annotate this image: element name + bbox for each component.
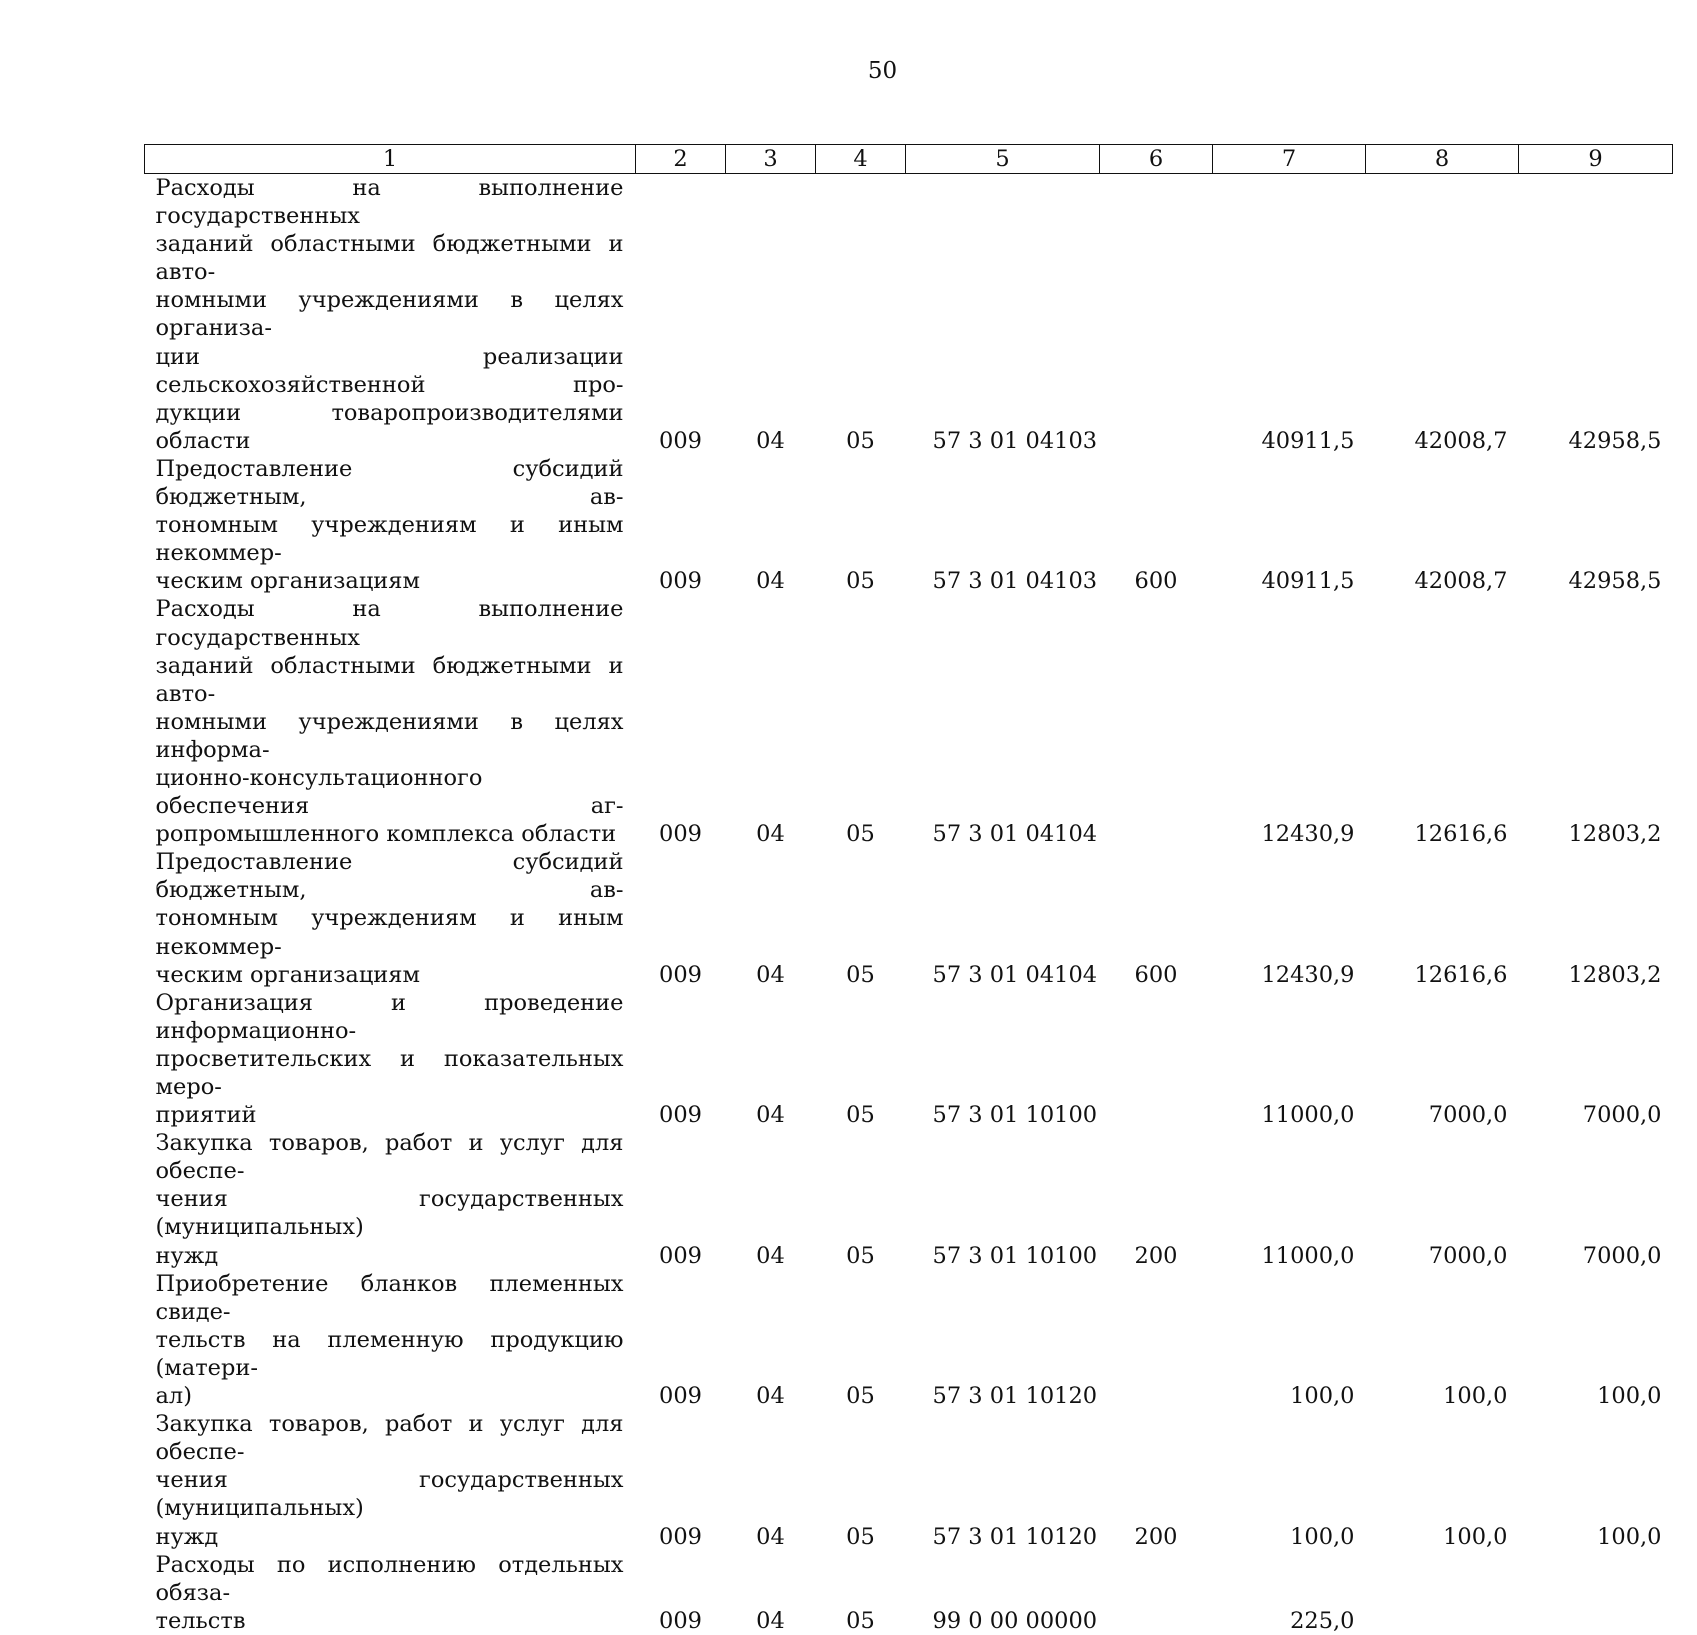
table-row: [145, 1129, 1673, 1269]
row-description: [145, 1270, 636, 1410]
row-description: [145, 848, 636, 988]
target-article-cell: 57 3 01 10120: [932, 1383, 1098, 1410]
expense-type-cell: [1100, 1551, 1213, 1635]
amount-year2-cell: 12616,6: [1414, 961, 1508, 988]
amount-year2-cell: 7000,0: [1428, 1242, 1508, 1269]
target-article-cell: 57 3 01 10100: [932, 1242, 1098, 1269]
amount-year3-cell: [1519, 1551, 1673, 1635]
expense-type-cell: [1100, 174, 1213, 455]
description-line: ал): [155, 1383, 192, 1410]
ministry-code-cell: 009: [659, 427, 702, 454]
description-line: Приобретение бланков племенных свиде-: [155, 1270, 624, 1325]
section-code-cell: 04: [756, 568, 785, 595]
amount-year3-cell: 100,0: [1597, 1523, 1662, 1550]
subsection-code-cell: 05: [846, 427, 875, 454]
section-code-cell: 04: [756, 1523, 785, 1550]
table-row: [145, 1551, 1673, 1635]
ministry-code-cell: 009: [659, 1102, 702, 1129]
column-header: 6: [1100, 145, 1213, 174]
description-line: ческим организациям: [155, 568, 420, 595]
amount-year1-cell: 40911,5: [1261, 427, 1355, 454]
target-article-cell: 57 3 01 04103: [932, 568, 1098, 595]
ministry-code-cell: 009: [659, 821, 702, 848]
amount-year3-cell: 42958,5: [1568, 427, 1662, 454]
amount-year3-cell: 7000,0: [1582, 1102, 1662, 1129]
description-line: ческим организациям: [155, 961, 420, 988]
description-line: номными учреждениями в целях организа-: [155, 287, 624, 342]
amount-year2-cell: 42008,7: [1414, 568, 1508, 595]
row-description: [145, 1551, 636, 1635]
description-line: дукции товаропроизводителями области: [155, 399, 624, 454]
section-code-cell: 04: [756, 1383, 785, 1410]
description-line: Закупка товаров, работ и услуг для обеспе-: [155, 1411, 624, 1466]
description-line: нужд: [155, 1242, 219, 1269]
amount-year2-cell: [1366, 1551, 1519, 1635]
description-line: Расходы по исполнению отдельных обяза-: [155, 1551, 624, 1606]
target-article-cell: 57 3 01 10100: [932, 1102, 1098, 1129]
description-line: Организация и проведение информационно-: [155, 989, 624, 1044]
amount-year3-cell: 7000,0: [1582, 1242, 1662, 1269]
row-description: [145, 989, 636, 1129]
description-line: чения государственных (муниципальных): [155, 1467, 624, 1522]
row-description: [145, 174, 636, 455]
column-header: 4: [816, 145, 906, 174]
ministry-code-cell: 009: [659, 1607, 702, 1634]
section-code-cell: 04: [756, 427, 785, 454]
table-row: [145, 989, 1673, 1129]
column-header: 1: [145, 145, 636, 174]
description-line: ропромышленного комплекса области: [155, 821, 617, 848]
expense-type-cell: [1100, 989, 1213, 1129]
description-line: тономным учреждениям и иным некоммер-: [155, 905, 624, 960]
subsection-code-cell: 05: [846, 961, 875, 988]
column-header: 8: [1366, 145, 1519, 174]
description-line: тономным учреждениям и иным некоммер-: [155, 512, 624, 567]
table-row: [145, 848, 1673, 988]
description-line: чения государственных (муниципальных): [155, 1186, 624, 1241]
amount-year1-cell: 100,0: [1290, 1523, 1355, 1550]
amount-year2-cell: 100,0: [1443, 1383, 1508, 1410]
row-description: [145, 455, 636, 595]
target-article-cell: 57 3 01 04104: [932, 821, 1098, 848]
description-line: Предоставление субсидий бюджетным, ав-: [155, 849, 624, 904]
ministry-code-cell: 009: [659, 1523, 702, 1550]
description-line: нужд: [155, 1523, 219, 1550]
expense-type-cell: 200: [1134, 1523, 1178, 1550]
subsection-code-cell: 05: [846, 821, 875, 848]
column-header: 3: [726, 145, 816, 174]
section-code-cell: 04: [756, 1607, 785, 1634]
target-article-cell: 57 3 01 04104: [932, 961, 1098, 988]
amount-year1-cell: 225,0: [1290, 1607, 1355, 1634]
ministry-code-cell: 009: [659, 1242, 702, 1269]
amount-year2-cell: 7000,0: [1428, 1102, 1508, 1129]
expense-type-cell: 600: [1134, 568, 1178, 595]
table-row: [145, 174, 1673, 455]
description-line: ции реализации сельскохозяйственной про-: [155, 343, 624, 398]
subsection-code-cell: 05: [846, 1383, 875, 1410]
expense-type-cell: 600: [1134, 961, 1178, 988]
budget-table: [144, 144, 1673, 1635]
description-line: Предоставление субсидий бюджетным, ав-: [155, 455, 624, 511]
amount-year3-cell: 100,0: [1597, 1383, 1662, 1410]
expense-type-cell: 200: [1134, 1242, 1178, 1269]
target-article-cell: 57 3 01 04103: [932, 427, 1098, 454]
column-header: 7: [1213, 145, 1366, 174]
section-code-cell: 04: [756, 821, 785, 848]
ministry-code-cell: 009: [659, 1383, 702, 1410]
expense-type-cell: [1100, 595, 1213, 848]
amount-year1-cell: 40911,5: [1261, 568, 1355, 595]
column-header: 5: [906, 145, 1100, 174]
section-code-cell: 04: [756, 1242, 785, 1269]
table-row: [145, 595, 1673, 848]
amount-year1-cell: 11000,0: [1261, 1102, 1355, 1129]
ministry-code-cell: 009: [659, 568, 702, 595]
subsection-code-cell: 05: [846, 1102, 875, 1129]
table-header-row: [145, 145, 1673, 174]
amount-year2-cell: 100,0: [1443, 1523, 1508, 1550]
section-code-cell: 04: [756, 1102, 785, 1129]
amount-year1-cell: 12430,9: [1261, 821, 1355, 848]
amount-year1-cell: 100,0: [1290, 1383, 1355, 1410]
amount-year1-cell: 12430,9: [1261, 961, 1355, 988]
subsection-code-cell: 05: [846, 568, 875, 595]
amount-year2-cell: 12616,6: [1414, 821, 1508, 848]
subsection-code-cell: 05: [846, 1242, 875, 1269]
description-line: Закупка товаров, работ и услуг для обеспе-: [155, 1130, 624, 1185]
description-line: приятий: [155, 1102, 257, 1129]
description-line: заданий областными бюджетными и авто-: [155, 231, 624, 286]
ministry-code-cell: 009: [659, 961, 702, 988]
page-number: 50: [867, 58, 898, 84]
row-description: [145, 595, 636, 848]
description-line: просветительских и показательных меро-: [155, 1045, 624, 1100]
table-body: [145, 174, 1673, 1635]
table-row: [145, 455, 1673, 595]
amount-year3-cell: 12803,2: [1568, 961, 1662, 988]
amount-year2-cell: 42008,7: [1414, 427, 1508, 454]
table-row: [145, 1410, 1673, 1550]
column-header: 9: [1519, 145, 1673, 174]
description-line: тельств на племенную продукцию (матери-: [155, 1326, 624, 1381]
table-row: [145, 1270, 1673, 1410]
section-code-cell: 04: [756, 961, 785, 988]
row-description: [145, 1129, 636, 1269]
expense-type-cell: [1100, 1270, 1213, 1410]
description-line: номными учреждениями в целях информа-: [155, 708, 624, 763]
description-line: тельств: [155, 1607, 246, 1634]
amount-year3-cell: 42958,5: [1568, 568, 1662, 595]
target-article-cell: 57 3 01 10120: [932, 1523, 1098, 1550]
column-header: 2: [636, 145, 726, 174]
description-line: Расходы на выполнение государственных: [155, 175, 624, 230]
subsection-code-cell: 05: [846, 1607, 875, 1634]
description-line: Расходы на выполнение государственных: [155, 596, 624, 651]
amount-year1-cell: 11000,0: [1261, 1242, 1355, 1269]
description-line: заданий областными бюджетными и авто-: [155, 652, 624, 707]
description-line: ционно-консультационного обеспечения аг-: [155, 764, 624, 820]
target-article-cell: 99 0 00 00000: [932, 1607, 1098, 1634]
row-description: [145, 1410, 636, 1550]
subsection-code-cell: 05: [846, 1523, 875, 1550]
amount-year3-cell: 12803,2: [1568, 821, 1662, 848]
